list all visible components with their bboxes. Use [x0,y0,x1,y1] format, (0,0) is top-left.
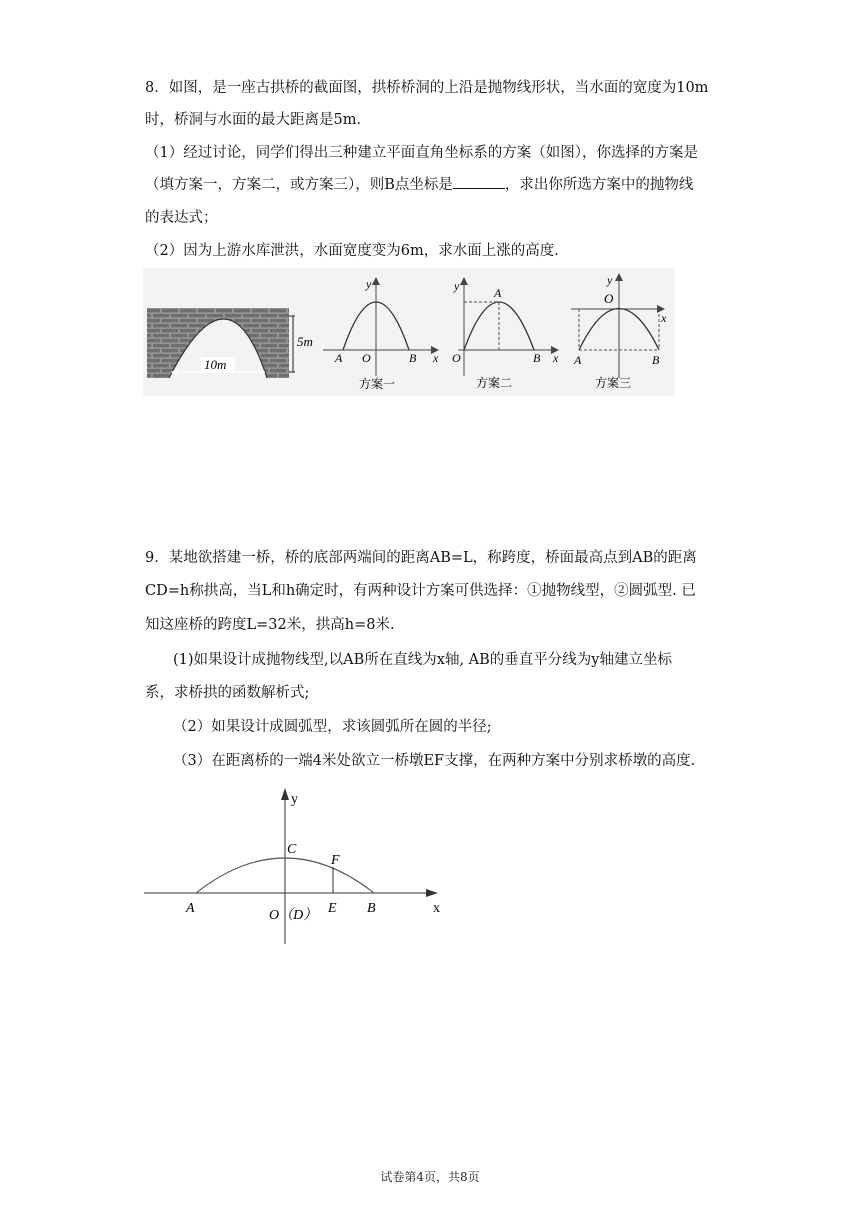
plan1-point-o: O [362,351,371,365]
q8-figure [143,268,675,396]
point-b-label: B [367,901,376,916]
plan3-point-b: B [652,353,660,367]
plan1-point-b: B [409,351,417,365]
q9-part-1-line-a: (1)如果设计成抛物线型,以AB所在直线为x轴, AB的垂直平分线为y轴建立坐标 [173,652,672,668]
q8-line-1: 8．如图，是一座古拱桥的截面图，拱桥桥洞的上沿是抛物线形状，当水面的宽度为10m [145,80,709,96]
plan1-caption: 方案一 [359,377,396,391]
answer-blank [453,176,505,189]
plan2-y-label: y [454,279,460,293]
q8-line-5: 的表达式； [145,210,218,226]
plan3-y-label: y [607,273,613,287]
q8-line-4 [145,173,693,194]
q9-line-3: 知这座桥的跨度L=32米，拱高h=8米. [145,617,395,633]
q8-line-6: （2）因为上游水库泄洪，水面宽度变为6m，求水面上涨的高度． [145,243,569,259]
plan3-point-o: O [604,291,614,306]
plan2-point-o: O [452,351,461,365]
q9-line-1: 9．某地欲搭建一桥，桥的底部两端间的距离AB=L，称跨度，桥面最高点到AB的距离 [145,550,697,566]
point-f-label: F [331,853,340,868]
point-a-label: A [186,901,195,916]
q8-line-4-part-b: ，求出你所选方案中的抛物线 [504,177,694,193]
width-label: 10m [204,357,227,372]
plan2-point-a: A [494,286,502,300]
plan2-caption: 方案二 [476,376,513,390]
point-o-label: O（D） [269,908,318,923]
point-e-label: E [328,901,337,916]
height-label: 5m [297,334,313,349]
q9-part-2: （2）如果设计成圆弧型，求该圆弧所在圆的半径; [173,719,492,735]
q9-part-1-line-b: 系，求桥拱的函数解析式; [145,685,310,701]
q9-figure [140,782,460,950]
plan2-x-label: x [553,351,559,365]
plan3-caption: 方案三 [595,376,632,390]
plan2-point-b: B [533,351,541,365]
x-axis-label: x [433,901,440,916]
q8-line-3: （1）经过讨论，同学们得出三种建立平面直角坐标系的方案（如图），你选择的方案是 [145,145,698,161]
q8-line-4-part-a: （填方案一，方案二，或方案三），则B点坐标是 [145,177,453,193]
q9-part-3: （3）在距离桥的一端4米处欲立一桥墩EF支撑，在两种方案中分别求桥墩的高度. [173,753,696,769]
y-axis-label: y [291,792,298,807]
q9-line-2: CD=h称拱高，当L和h确定时，有两种设计方案可供选择：①抛物线型，②圆弧型. 已 [145,583,696,599]
plan3-x-label: x [661,311,667,325]
q8-line-2: 时，桥洞与水面的最大距离是5m． [145,112,371,128]
plan3-point-a: A [574,353,582,367]
plan1-y-label: y [366,277,372,291]
plan1-x-label: x [433,351,439,365]
page-footer: 试卷第4页，共8页 [380,1170,480,1184]
point-c-label: C [287,842,297,857]
plan1-point-a: A [335,351,343,365]
